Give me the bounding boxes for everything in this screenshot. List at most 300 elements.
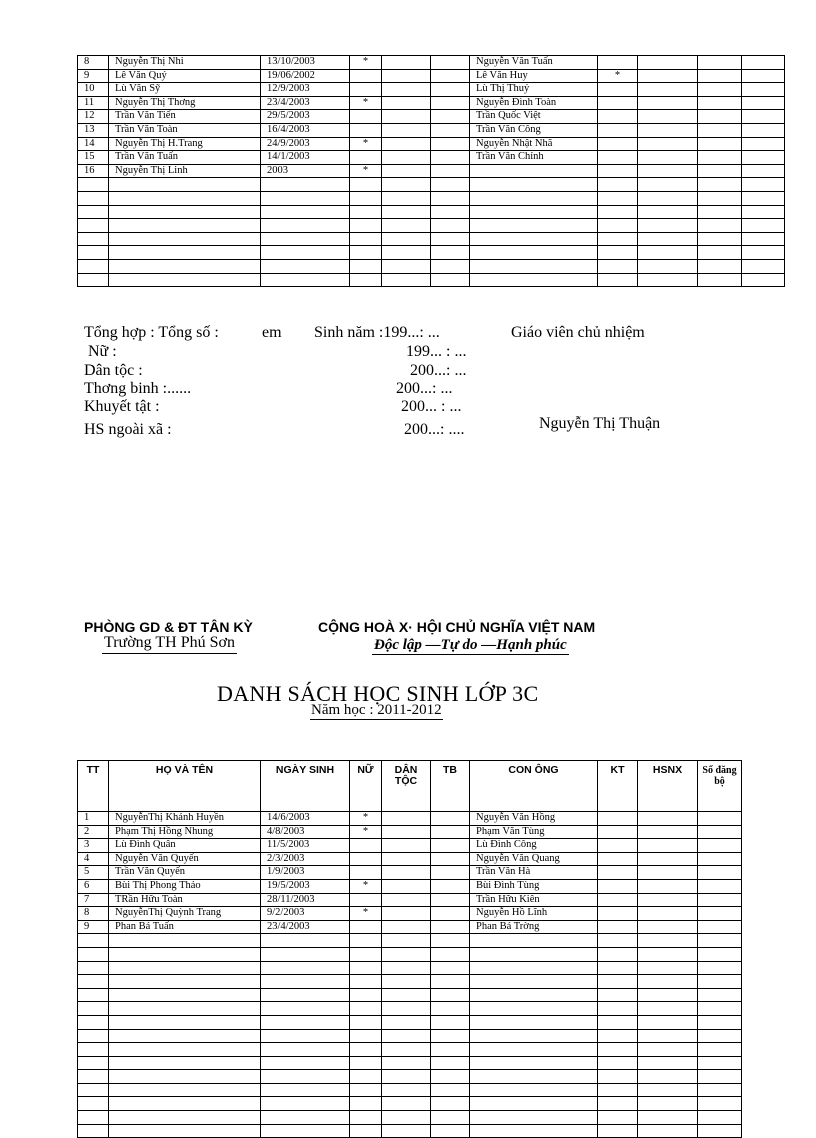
table-cell [638, 1029, 698, 1043]
summary-female-value: 199... : ... [406, 343, 467, 360]
table-cell: * [350, 164, 382, 178]
table-cell [698, 137, 742, 151]
table-cell [109, 1002, 261, 1016]
table-cell [598, 259, 638, 273]
table-cell [261, 219, 350, 233]
table-cell: Bùi Thị Phong Thảo [109, 879, 261, 893]
table-cell [470, 178, 598, 192]
table-cell [350, 178, 382, 192]
table-cell [78, 219, 109, 233]
table-cell [382, 96, 431, 110]
table-cell [698, 1083, 742, 1097]
table-cell [382, 907, 431, 921]
table-cell [109, 988, 261, 1002]
summary-birth-year: Sinh năm :199...: ... [314, 324, 440, 341]
table-cell [350, 69, 382, 83]
table-cell: Phạm Văn Tùng [470, 825, 598, 839]
summary-ethnic-label: Dân tộc : [84, 362, 143, 379]
table-cell [598, 191, 638, 205]
table-cell [382, 1002, 431, 1016]
table-cell [261, 961, 350, 975]
table-cell [261, 934, 350, 948]
table-cell [598, 961, 638, 975]
table-cell [598, 83, 638, 97]
table-cell [698, 1056, 742, 1070]
table-cell [431, 1070, 470, 1084]
table-cell: Phan Bá Trờng [470, 920, 598, 934]
school-name: Trường TH Phú Sơn [102, 634, 237, 654]
table-cell [698, 1043, 742, 1057]
table-cell [382, 273, 431, 287]
table-row [78, 273, 785, 287]
table-cell [742, 273, 785, 287]
table-cell [261, 947, 350, 961]
table-cell: 9 [78, 920, 109, 934]
table-cell [350, 259, 382, 273]
table-cell: 5 [78, 866, 109, 880]
table-cell [382, 825, 431, 839]
table-cell: * [598, 69, 638, 83]
table-cell [742, 205, 785, 219]
table-cell [78, 178, 109, 192]
teacher-name: Nguyễn Thị Thuận [539, 415, 661, 432]
table-cell: 13 [78, 123, 109, 137]
table-cell: Nguyễn Đình Toàn [470, 96, 598, 110]
table-cell [78, 273, 109, 287]
table-cell [638, 83, 698, 97]
table-cell [350, 852, 382, 866]
table-cell: 19/06/2002 [261, 69, 350, 83]
table-row [78, 191, 785, 205]
table-cell [382, 1070, 431, 1084]
table-cell [431, 920, 470, 934]
table-cell [261, 205, 350, 219]
table-cell [109, 947, 261, 961]
table-cell [638, 56, 698, 70]
table-cell [350, 947, 382, 961]
table-cell [431, 1015, 470, 1029]
column-header: HỌ VÀ TÊN [109, 761, 261, 812]
table-cell [109, 1083, 261, 1097]
table-cell [742, 219, 785, 233]
table-cell [638, 866, 698, 880]
table-row [78, 1029, 742, 1043]
table-cell: 2003 [261, 164, 350, 178]
table-cell [109, 1070, 261, 1084]
table-cell [698, 893, 742, 907]
table-cell [638, 934, 698, 948]
table-cell [431, 907, 470, 921]
table-cell [470, 273, 598, 287]
table-cell [382, 852, 431, 866]
table-cell [78, 246, 109, 260]
table-cell [431, 866, 470, 880]
table-cell: * [350, 56, 382, 70]
table-cell [261, 259, 350, 273]
table-cell [698, 259, 742, 273]
table-cell [638, 812, 698, 826]
column-header: TT [78, 761, 109, 812]
table-cell [382, 1056, 431, 1070]
table-cell: Trần Hữu Kiên [470, 893, 598, 907]
table-row [78, 947, 742, 961]
table-cell [698, 1124, 742, 1138]
table-cell [261, 178, 350, 192]
table-row [78, 1056, 742, 1070]
table-cell [638, 975, 698, 989]
table-cell: 1/9/2003 [261, 866, 350, 880]
table-cell [78, 975, 109, 989]
table-cell: * [350, 879, 382, 893]
table-cell: 16 [78, 164, 109, 178]
table-cell: 3 [78, 839, 109, 853]
table-cell [431, 839, 470, 853]
table-row [78, 123, 785, 137]
table-cell [598, 273, 638, 287]
table-cell [382, 110, 431, 124]
table-cell [470, 975, 598, 989]
table-cell [78, 1029, 109, 1043]
table-cell [698, 879, 742, 893]
table-cell [638, 1083, 698, 1097]
table-row [78, 852, 742, 866]
table-cell [598, 1124, 638, 1138]
table-cell [698, 191, 742, 205]
table-cell [431, 961, 470, 975]
table-cell [109, 232, 261, 246]
table-cell: * [350, 137, 382, 151]
republic-heading: CỘNG HOÀ X· HỘI CHỦ NGHĨA VIỆT NAM [318, 619, 596, 635]
table-cell [598, 852, 638, 866]
table-cell [598, 879, 638, 893]
table-cell: Nguyễn Nhật Nhã [470, 137, 598, 151]
table-cell [382, 1083, 431, 1097]
table-cell [470, 1056, 598, 1070]
table-cell [598, 812, 638, 826]
table-cell [350, 123, 382, 137]
table-row [78, 988, 742, 1002]
table-row [78, 1015, 742, 1029]
table-cell [598, 988, 638, 1002]
column-header: NỮ [350, 761, 382, 812]
table-cell: 28/11/2003 [261, 893, 350, 907]
table-cell [382, 812, 431, 826]
table-cell [470, 947, 598, 961]
table-cell [638, 191, 698, 205]
table-cell [742, 83, 785, 97]
table-row [78, 56, 785, 70]
department-name: PHÒNG GD & ĐT TÂN KỲ [84, 619, 253, 635]
table-cell [742, 69, 785, 83]
table-cell: Nguyễn Thị H.Trang [109, 137, 261, 151]
table-cell [598, 123, 638, 137]
table-cell [598, 866, 638, 880]
table-row [78, 69, 785, 83]
table-cell [261, 1056, 350, 1070]
table-cell [638, 1124, 698, 1138]
table-cell [431, 893, 470, 907]
table-row [78, 246, 785, 260]
table-cell [598, 839, 638, 853]
table-cell: Phạm Thị Hồng Nhung [109, 825, 261, 839]
table-cell [109, 259, 261, 273]
table-cell [382, 839, 431, 853]
table-cell [638, 1070, 698, 1084]
table-cell [382, 1111, 431, 1125]
table-row [78, 1002, 742, 1016]
table-cell [78, 1002, 109, 1016]
table-row [78, 205, 785, 219]
table-cell [638, 273, 698, 287]
table-cell [638, 1002, 698, 1016]
school-year: Năm học : 2011-2012 [311, 702, 442, 718]
table-cell: 6 [78, 879, 109, 893]
table-cell: Trần Văn Chỉnh [470, 151, 598, 165]
table-cell [109, 219, 261, 233]
table-cell [698, 839, 742, 853]
table-cell [382, 137, 431, 151]
table-cell [382, 219, 431, 233]
table-cell: Trần Văn Quyến [109, 866, 261, 880]
table-row [78, 920, 742, 934]
table-cell [742, 151, 785, 165]
table-row [78, 1070, 742, 1084]
table-cell [598, 1111, 638, 1125]
table-cell [109, 1056, 261, 1070]
table-cell [470, 205, 598, 219]
summary-disabled-label: Khuyết tật : [84, 398, 160, 415]
table-cell [431, 123, 470, 137]
table-row [78, 961, 742, 975]
table-cell: 4 [78, 852, 109, 866]
table-cell [598, 947, 638, 961]
table-cell: 8 [78, 907, 109, 921]
table-cell [431, 178, 470, 192]
table-cell [598, 151, 638, 165]
table-cell [109, 1043, 261, 1057]
table-cell [350, 920, 382, 934]
table-cell: 14 [78, 137, 109, 151]
table-cell [109, 273, 261, 287]
table-cell [78, 191, 109, 205]
table-cell [698, 947, 742, 961]
table-cell [350, 934, 382, 948]
table-cell: 29/5/2003 [261, 110, 350, 124]
table-cell: 1 [78, 812, 109, 826]
table-cell [598, 1083, 638, 1097]
table-cell [109, 1124, 261, 1138]
table-row [78, 219, 785, 233]
table-cell: 11/5/2003 [261, 839, 350, 853]
homeroom-teacher-label: Giáo viên chủ nhiệm [511, 324, 645, 341]
table-cell [698, 83, 742, 97]
table-cell [698, 110, 742, 124]
table-cell [638, 1015, 698, 1029]
table-cell [638, 852, 698, 866]
table-cell [742, 232, 785, 246]
table-cell [598, 825, 638, 839]
table-cell: Lù Văn Sỹ [109, 83, 261, 97]
table-cell [598, 96, 638, 110]
table-row [78, 825, 742, 839]
table-cell [638, 947, 698, 961]
summary-female-label: Nữ : [88, 343, 117, 360]
table-cell [470, 232, 598, 246]
table-cell [698, 96, 742, 110]
table-cell: Trần Văn Tuấn [109, 151, 261, 165]
table-cell [698, 1002, 742, 1016]
table-cell [470, 1043, 598, 1057]
table-cell: 2/3/2003 [261, 852, 350, 866]
summary-em: em [262, 324, 282, 341]
table-cell [698, 907, 742, 921]
table-cell [350, 1083, 382, 1097]
table-cell [431, 825, 470, 839]
table-cell [109, 205, 261, 219]
table-cell [698, 1097, 742, 1111]
table-cell [261, 1029, 350, 1043]
table-cell [350, 975, 382, 989]
table-cell [431, 1124, 470, 1138]
summary-outside-label: HS ngoài xã : [84, 421, 172, 438]
table-cell [698, 232, 742, 246]
table-cell [598, 1015, 638, 1029]
table-cell [742, 178, 785, 192]
table-row [78, 137, 785, 151]
table-cell [350, 866, 382, 880]
table-cell [470, 1029, 598, 1043]
table-row [78, 232, 785, 246]
table-cell [261, 1002, 350, 1016]
table-cell [109, 1097, 261, 1111]
table-cell [431, 69, 470, 83]
table-cell [261, 988, 350, 1002]
table-cell [638, 123, 698, 137]
table-cell [598, 1002, 638, 1016]
table-cell [638, 1056, 698, 1070]
page-title: DANH SÁCH HỌC SINH LỚP 3C [217, 681, 539, 706]
table-cell: 15 [78, 151, 109, 165]
table-header-row [78, 761, 742, 812]
column-header: TB [431, 761, 470, 812]
table-cell [638, 1111, 698, 1125]
table-cell [698, 852, 742, 866]
column-header: Sổ đăng bộ [698, 761, 742, 812]
table-cell [470, 1070, 598, 1084]
table-cell [78, 988, 109, 1002]
table-cell [261, 1111, 350, 1125]
table-cell: Lù Đình Công [470, 839, 598, 853]
table-cell [382, 1015, 431, 1029]
table-cell [431, 191, 470, 205]
table-row [78, 259, 785, 273]
table-cell [638, 164, 698, 178]
table-cell [698, 56, 742, 70]
table-cell [109, 934, 261, 948]
summary-invalid-value: 200...: ... [396, 380, 453, 397]
table-cell [638, 69, 698, 83]
table-cell: TRần Hữu Toàn [109, 893, 261, 907]
table-cell [261, 1097, 350, 1111]
table-cell: Nguyễn Văn Tuấn [470, 56, 598, 70]
table-cell [598, 907, 638, 921]
table-cell [78, 1097, 109, 1111]
table-cell [698, 920, 742, 934]
table-cell [431, 56, 470, 70]
table-cell: Trần Văn Công [470, 123, 598, 137]
table-cell [431, 1029, 470, 1043]
table-cell: NguyễnThị Khánh Huyền [109, 812, 261, 826]
table-cell [638, 988, 698, 1002]
table-cell [261, 975, 350, 989]
table-cell [350, 191, 382, 205]
table-cell [350, 961, 382, 975]
table-cell [638, 961, 698, 975]
table-cell [638, 920, 698, 934]
table-row [78, 975, 742, 989]
table-cell [470, 1083, 598, 1097]
table-cell [638, 178, 698, 192]
table-cell [109, 975, 261, 989]
table-cell [698, 123, 742, 137]
table-row [78, 151, 785, 165]
table-cell [350, 1056, 382, 1070]
table-cell [109, 191, 261, 205]
table-cell [261, 191, 350, 205]
table-row [78, 839, 742, 853]
table-cell [431, 273, 470, 287]
table-cell [698, 961, 742, 975]
table-cell [638, 219, 698, 233]
table-cell [598, 893, 638, 907]
table-cell [78, 205, 109, 219]
table-row [78, 110, 785, 124]
table-cell [382, 947, 431, 961]
student-table-continued [77, 55, 785, 287]
table-cell [598, 920, 638, 934]
table-cell: 10 [78, 83, 109, 97]
table-cell [698, 69, 742, 83]
table-cell [382, 56, 431, 70]
table-cell: Trần Văn Tiến [109, 110, 261, 124]
table-cell [598, 205, 638, 219]
table-cell: Nguyễn Hồ Lĩnh [470, 907, 598, 921]
summary-total-label: Tổng hợp : Tổng số : [84, 324, 219, 341]
table-cell [598, 219, 638, 233]
table-cell [350, 205, 382, 219]
table-cell [261, 1083, 350, 1097]
table-cell [382, 1124, 431, 1138]
table-cell: Lê Văn Quý [109, 69, 261, 83]
table-cell: 19/5/2003 [261, 879, 350, 893]
table-cell: NguyễnThị Quỳnh Trang [109, 907, 261, 921]
table-row [78, 1043, 742, 1057]
table-cell [698, 988, 742, 1002]
table-cell: Nguyễn Văn Quang [470, 852, 598, 866]
table-cell: 11 [78, 96, 109, 110]
table-cell [350, 1029, 382, 1043]
table-cell [382, 961, 431, 975]
table-cell [698, 151, 742, 165]
table-cell [638, 907, 698, 921]
table-row [78, 907, 742, 921]
table-cell [742, 137, 785, 151]
table-cell [109, 246, 261, 260]
table-cell [598, 934, 638, 948]
table-cell [431, 96, 470, 110]
table-cell [78, 1056, 109, 1070]
table-cell: Trần Văn Hà [470, 866, 598, 880]
